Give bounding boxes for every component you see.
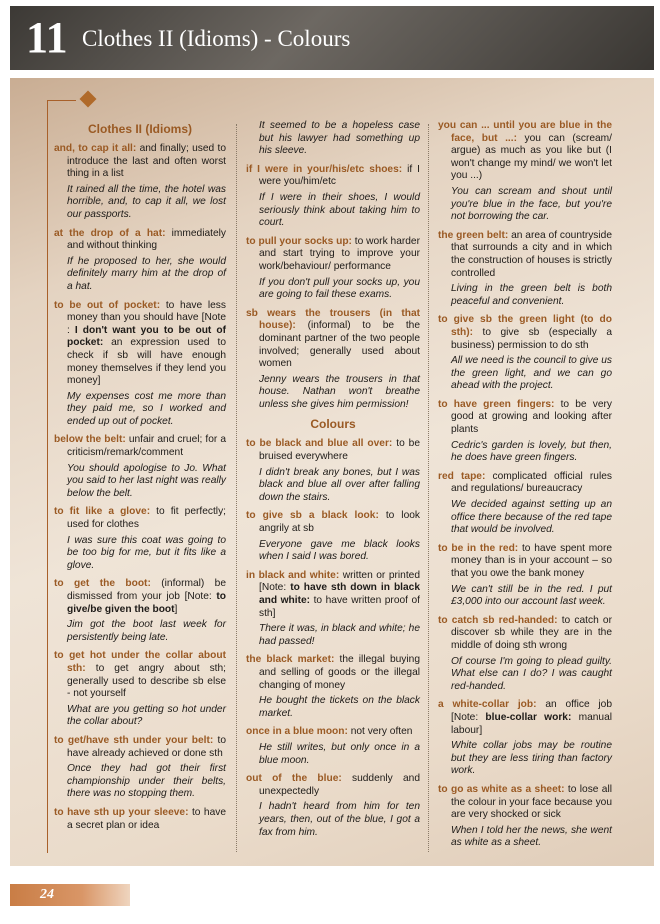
idiom-entry: [438, 615, 612, 694]
idiom-definition: [54, 506, 226, 531]
idiom-headword: below the belt:: [54, 434, 126, 446]
definition-text: to catch or discover sb while they are in the middle of doing sth wrong: [451, 614, 612, 651]
example-sentence: We can't still be in the red. I put £3,000 into our account last week.: [451, 583, 612, 608]
idiom-definition: [438, 615, 612, 653]
idiom-entry: [246, 438, 420, 504]
idiom-headword: to get the boot:: [54, 578, 151, 590]
idiom-headword: to fit like a glove:: [54, 506, 151, 518]
example-sentence: White collar jobs may be routine but they are less tiring than factory work.: [451, 740, 612, 777]
definition-text: written or printed [Note:: [259, 569, 420, 594]
example-sentence: You should apologise to Jo. What you said to her last night was really below the belt.: [67, 462, 226, 499]
idiom-headword: you can ... until you are blue in the face, but ...:: [438, 120, 612, 144]
idiom-definition: [438, 543, 612, 581]
note-phrase: I don't want you to be out of pocket:: [67, 324, 226, 349]
definition-text: to fit perfectly; used for clothes: [67, 506, 226, 531]
definition-text: ]: [174, 603, 178, 615]
idiom-headword: to go as white as a sheet:: [438, 783, 565, 795]
idiom-headword: at the drop of a hat:: [54, 227, 166, 239]
definition-text: to be bruised everywhere: [259, 438, 420, 463]
idiom-definition: [246, 773, 420, 798]
column-divider: [428, 124, 429, 852]
idiom-entry: [438, 120, 612, 224]
idiom-headword: to have sth up your sleeve:: [54, 806, 189, 818]
example-sentence: There it was, in black and white; he had passed!: [259, 623, 420, 647]
idiom-definition: [246, 726, 420, 739]
idiom-entry: [54, 143, 226, 222]
idiom-definition: [246, 570, 420, 620]
definition-text: to work harder and start trying to improve your work/behaviour/ performance: [259, 235, 420, 272]
example-sentence: Jenny wears the trousers in that house. Nathan won't breathe unless she gives him permission!: [259, 373, 420, 410]
idiom-headword: the green belt:: [438, 229, 509, 241]
example-sentence: My expenses cost me more than they paid me, so I worked and ended up out of pocket.: [67, 390, 226, 427]
definition-text: and finally; used to introduce the last and often worst thing in a list: [67, 143, 226, 180]
idiom-definition: [54, 578, 226, 616]
definition-text: to get angry about sth; generally used to describe sb else - not yourself: [67, 662, 226, 700]
definition-text: (informal) to be the dominant partner of the two people involved; generally used about women: [259, 320, 420, 370]
note-phrase: blue-collar work:: [485, 711, 572, 723]
idiom-entry: [246, 726, 420, 767]
idiom-headword: to get hot under the collar about sth:: [54, 650, 226, 674]
idiom-entry: [54, 228, 226, 294]
idiom-entry: [54, 300, 226, 429]
definition-text: manual labour]: [451, 711, 612, 736]
note-phrase: to have sth down in black and white:: [259, 582, 421, 606]
definition-text: suddenly and unexpectedly: [259, 773, 420, 797]
idiom-definition: [54, 300, 226, 388]
idiom-headword: red tape:: [438, 470, 486, 482]
definition-text: if I were you/him/etc: [259, 163, 421, 188]
section-heading: Clothes II (Idioms): [87, 122, 192, 136]
example-sentence: Everyone gave me black looks when I said I was bored.: [259, 538, 420, 563]
idiom-definition: [54, 807, 226, 832]
idiom-entry: [54, 434, 226, 500]
example-sentence: If you don't pull your socks up, you are going to fail these exams.: [259, 276, 420, 301]
example-sentence: I was sure this coat was going to be too big for me, but it fits like a glove.: [67, 534, 226, 571]
column-1: [54, 120, 226, 838]
idiom-definition: [438, 314, 612, 352]
definition-text: immediately and without thinking: [67, 227, 226, 252]
idiom-entry: [246, 654, 420, 720]
idiom-headword: to be out of pocket:: [54, 299, 161, 311]
idiom-entry: [246, 308, 420, 412]
example-sentence: If he proposed to her, she would definitely marry him at the drop of a hat.: [67, 255, 226, 292]
definition-text: complicated official rules and regulations/ bureaucracy: [451, 470, 612, 495]
example-sentence: He bought the tickets on the black market.: [259, 695, 420, 719]
idiom-entry: [54, 578, 226, 644]
idiom-entry: [246, 570, 420, 649]
example-sentence: He still writes, but only once in a blue moon.: [259, 741, 420, 766]
column-3: [438, 120, 612, 856]
idiom-headword: to be in the red:: [438, 542, 519, 554]
example-sentence: Of course I'm going to plead guilty. What else can I do? I was caught red-handed.: [451, 655, 612, 692]
example-sentence: I hadn't heard from him for ten years, then, out of the blue, I got a fax from him.: [259, 801, 420, 838]
idiom-headword: sb wears the trousers (in that house):: [246, 307, 420, 332]
example-sentence: You can scream and shout until you're blue in the face, but you're not borrowing the car.: [451, 185, 612, 223]
idiom-headword: if I were in your/his/etc shoes:: [246, 163, 403, 175]
idiom-headword: the black market:: [246, 654, 335, 666]
idiom-headword: a white-collar job:: [438, 699, 537, 711]
idiom-definition: [438, 230, 612, 280]
idiom-definition: [54, 735, 226, 760]
idiom-entry: [246, 236, 420, 302]
chapter-title: Clothes II (Idioms) - Colours: [82, 26, 351, 51]
chapter-header: [10, 6, 654, 70]
example-sentence: If I were in their shoes, I would seriously think about taking him to court.: [259, 191, 420, 229]
idiom-headword: to catch sb red-handed:: [438, 614, 558, 626]
idiom-entry: [438, 230, 612, 309]
idiom-entry: [438, 699, 612, 778]
idiom-headword: to give sb a black look:: [246, 510, 379, 522]
idiom-definition: [54, 228, 226, 253]
definition-text: to lose all the colour in your face because you are very shocked or sick: [451, 783, 612, 821]
idiom-definition: [438, 120, 612, 183]
definition-text: to give sb (especially a business) permission to do sth: [451, 326, 612, 351]
example-sentence: Jim got the boot last week for persistently being late.: [67, 619, 226, 643]
idiom-definition: [438, 784, 612, 822]
idiom-definition: [54, 434, 226, 459]
idiom-headword: and, to cap it all:: [54, 143, 137, 154]
idiom-headword: to give sb the green light (to do sth):: [438, 314, 612, 338]
definition-text: to have written proof of sth]: [259, 595, 421, 619]
definition-text: to have less money than you should have [Note :: [67, 299, 226, 336]
example-sentence: Cedric's garden is lovely, but then, he does have green fingers.: [451, 439, 612, 464]
definition-text: the illegal buying and selling of goods or the illegal changing of money: [259, 654, 420, 691]
idiom-entry: [438, 399, 612, 465]
page-footer: [10, 884, 130, 906]
idiom-entry: [54, 735, 226, 801]
definition-text: an office job [Note:: [451, 699, 612, 723]
idiom-headword: once in a blue moon:: [246, 726, 348, 738]
idiom-definition: [438, 699, 612, 737]
definition-text: an expression used to check if sb will have enough money themselves if they lend you money]: [67, 337, 226, 387]
idiom-definition: [246, 438, 420, 463]
definition-text: not very often: [347, 726, 413, 738]
column-divider: [236, 124, 237, 852]
definition-text: unfair and cruel; for a criticism/remark/comment: [67, 434, 226, 459]
example-sentence: When I told her the news, she went as white as a sheet.: [451, 824, 612, 849]
idiom-headword: in black and white:: [246, 569, 340, 581]
idiom-headword: to have green fingers:: [438, 398, 555, 410]
idiom-definition: [438, 399, 612, 437]
page-number: 24: [40, 887, 54, 902]
chapter-number: 11: [26, 13, 68, 62]
definition-text: to have already achieved or done sth: [67, 734, 226, 759]
idiom-headword: to get/have sth under your belt:: [54, 734, 214, 746]
definition-text: to have a secret plan or idea: [67, 806, 227, 831]
idiom-definition: [246, 164, 420, 189]
idiom-entry: [438, 543, 612, 609]
example-sentence: Living in the green belt is both peaceful and convenient.: [451, 283, 612, 307]
example-sentence: What are you getting so hot under the collar about?: [67, 703, 226, 728]
idiom-entry: [246, 773, 420, 839]
definition-text: to look angrily at sb: [259, 510, 420, 535]
idiom-headword: to be black and blue all over:: [246, 438, 393, 450]
idiom-entry: [438, 784, 612, 850]
definition-text: (informal) be dismissed from your job [Note:: [67, 578, 226, 602]
idiom-headword: out of the blue:: [246, 773, 342, 785]
idiom-definition: [246, 654, 420, 692]
idiom-entry: [438, 471, 612, 537]
idiom-definition: [54, 143, 226, 181]
note-phrase: to give/be given the boot: [67, 591, 226, 615]
idiom-definition: [246, 236, 420, 274]
idiom-definition: [246, 308, 420, 371]
definition-text: to have spent more money than is in your account – so that you owe the bank money: [451, 542, 613, 579]
definition-text: an area of countryside that surrounds a city and in which the construction of houses is strictly controlled: [451, 229, 612, 279]
definition-text: to be very good at growing and looking after plants: [451, 398, 612, 436]
idiom-entry: [246, 164, 420, 230]
idiom-headword: to pull your socks up:: [246, 235, 352, 247]
example-sentence: All we need is the council to give us the green light, and we can go ahead with the project.: [451, 355, 612, 392]
idiom-definition: [54, 650, 226, 700]
example-sentence: I didn't break any bones, but I was black and blue all over after falling down the stairs.: [259, 466, 420, 503]
idiom-entry: [54, 506, 226, 572]
definition-text: you can (scream/ argue) as much as you like but (I won't change my mind/ we won't let you ...): [451, 132, 613, 182]
example-sentence: It rained all the time, the hotel was horrible, and, to cap it all, we lost our passports.: [67, 183, 226, 220]
column-2: [246, 120, 420, 845]
idiom-entry: [54, 650, 226, 729]
idiom-entry: [246, 510, 420, 563]
example-sentence: Once they had got their first championship under their belts, there was no stopping them.: [67, 763, 226, 800]
idiom-entry: [54, 807, 226, 832]
idiom-definition: [246, 510, 420, 535]
section-heading: Colours: [310, 417, 356, 432]
idiom-definition: [438, 471, 612, 496]
idiom-entry: [438, 314, 612, 393]
example-sentence: It seemed to be a hopeless case but his lawyer had something up his sleeve.: [259, 120, 420, 157]
example-sentence: We decided against setting up an office there because of the red tape that would be involved.: [451, 499, 612, 536]
